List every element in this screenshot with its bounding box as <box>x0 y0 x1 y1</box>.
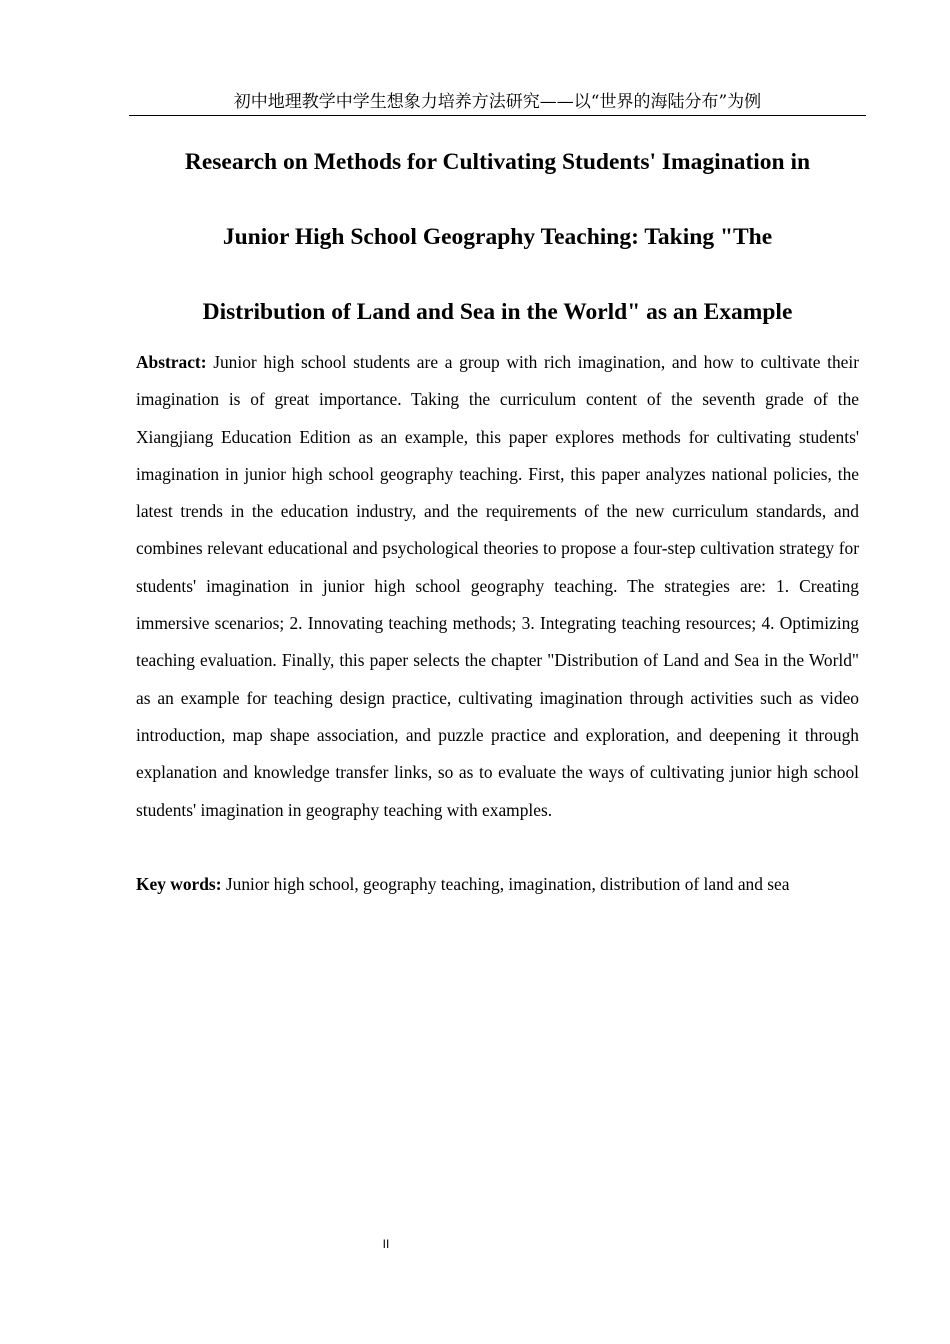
paper-title-line-2: Junior High School Geography Teaching: Taking "The <box>222 224 773 250</box>
running-header: 初中地理教学中学生想象力培养方法研究——以“世界的海陆分布”为例 <box>129 89 866 116</box>
paper-title-line-1: Research on Methods for Cultivating Students' Imagination in <box>184 149 811 175</box>
paper-title <box>136 143 859 368</box>
abstract-label: Abstract: <box>136 352 207 372</box>
paper-title-line-3: Distribution of Land and Sea in the World" as an Example <box>202 299 793 325</box>
abstract-text: Junior high school students are a group with rich imagination, and how to cultivate their imagination is of great importance. Taking the curriculum content of the seventh grade of the Xiangjiang Education Edition as an example, this paper explores methods for cultivating students' imagination in junior high school geography teaching. First, this paper analyzes national policies, the latest trends in the education industry, and the requirements of the new curriculum standards, and combines relevant educational and psychological theories to propose a four-step cultivation strategy for students' imagination in junior high school geography teaching. The strategies are: 1. Creating immersive scenarios; 2. Innovating teaching methods; 3. Integrating teaching resources; 4. Optimizing teaching evaluation. Finally, this paper selects the chapter "Distribution of Land and Sea in the World" as an example for teaching design practice, cultivating imagination through activities such as video introduction, map shape association, and puzzle practice and exploration, and deepening it through explanation and knowledge transfer links, so as to evaluate the ways of cultivating junior high school students' imagination in geography teaching with examples. <box>136 352 859 820</box>
keywords-label: Key words: <box>136 874 222 894</box>
keywords-paragraph <box>136 866 859 903</box>
page-number: II <box>382 1237 390 1251</box>
keywords-text: Junior high school, geography teaching, imagination, distribution of land and sea <box>225 874 790 894</box>
abstract-paragraph <box>136 344 859 829</box>
